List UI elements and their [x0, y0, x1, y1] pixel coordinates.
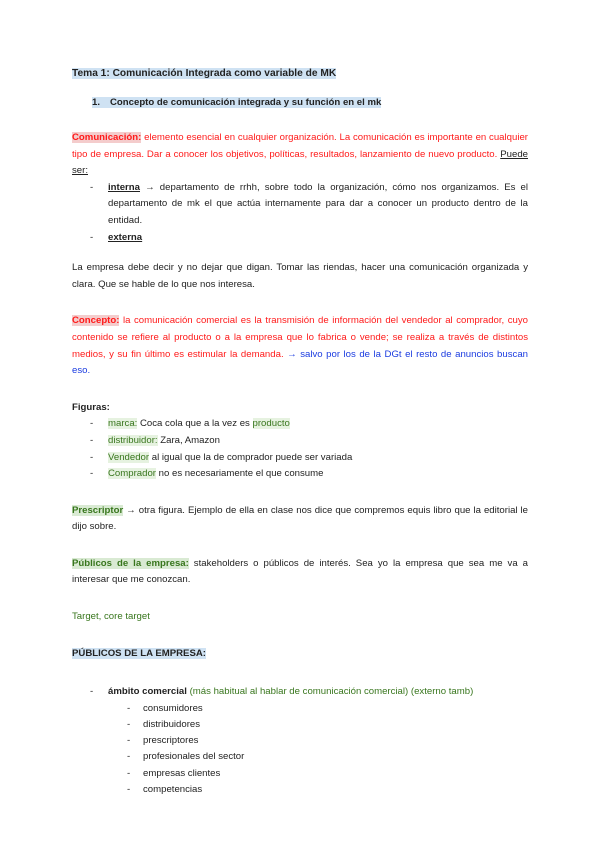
ambito-sublist: [72, 701, 528, 798]
prescriptor-paragraph: [72, 503, 528, 536]
figura-text: Coca cola que a la vez es: [137, 418, 253, 430]
prescriptor-block: [72, 503, 528, 536]
comunicacion-label: Comunicación:: [72, 132, 142, 143]
sublist-item: - profesionales del sector: [127, 749, 528, 765]
publicos-label: Públicos de la empresa:: [72, 557, 189, 569]
publicos-paragraph: [72, 556, 528, 589]
list-item: [90, 466, 528, 483]
list-item: [90, 433, 528, 450]
empresa-block: [72, 260, 528, 293]
concepto-label: Concepto:: [72, 315, 120, 327]
target-text: Target, core target: [72, 611, 150, 623]
list-item: [90, 416, 528, 433]
figura-term: producto: [252, 418, 290, 430]
figura-text: al igual que la de comprador puede ser variada: [149, 451, 353, 463]
list-item-term: externa: [108, 231, 143, 243]
sublist-item: - distribuidores: [127, 717, 528, 733]
target-block: [72, 609, 528, 626]
section-number: 1.: [92, 97, 101, 108]
publicos-block: [72, 556, 528, 589]
document-page: [72, 68, 528, 798]
figura-term: marca:: [108, 418, 138, 430]
publicos-heading: [72, 646, 528, 663]
section-heading-highlight: [92, 97, 381, 108]
figura-text: Zara, Amazon: [157, 434, 220, 446]
figuras-label: Figuras:: [72, 401, 110, 413]
ambito-label: ámbito comercial: [108, 686, 187, 698]
publicos-text: stakeholders o públicos de interés. Sea yo la empresa que sea me va a interesar que me conozcan.: [72, 557, 528, 586]
comunicacion-block: [72, 130, 528, 246]
prescriptor-text: → otra figura. Ejemplo de ella en clase nos dice que compremos equis libro que la editorial le dijo sobre.: [72, 504, 528, 533]
list-item: [90, 180, 528, 230]
figura-term: Vendedor: [108, 451, 150, 463]
list-item-term: interna: [108, 181, 140, 193]
figura-term: distribuidor:: [108, 434, 158, 446]
figuras-block: [72, 400, 528, 483]
concepto-block: [72, 313, 528, 379]
list-item: [90, 684, 528, 701]
concepto-text: la comunicación comercial es la transmisión de información del vendedor al comprador, cuyo contenido se refiere al producto o a la empresa que lo fabrica o vende; se realiza a través de distintos medios, y su fin último es estimular la demanda.: [72, 315, 528, 360]
figuras-list: [72, 416, 528, 482]
sublist-item: - prescriptores: [127, 733, 528, 749]
publicos-heading-block: [72, 646, 528, 663]
comunicacion-list: [72, 180, 528, 246]
concepto-note: → salvo por los de la DGt el resto de anuncios buscan eso.: [72, 348, 528, 377]
figura-text: no es necesariamente el que consume: [156, 468, 324, 480]
empresa-paragraph: La empresa debe decir y no dejar que digan. Tomar las riendas, hacer una comunicación organizada y clara. Que se hable de lo que nos interesa.: [72, 262, 528, 290]
document-title: [72, 68, 528, 79]
comunicacion-text: elemento esencial en cualquier organización. La comunicación es importante en cualquier tipo de empresa. Dar a conocer los objetivos, políticas, resultados, lanzamiento de nuevo producto.: [72, 132, 528, 160]
list-item: [90, 450, 528, 467]
publicos-heading-text: PÚBLICOS DE LA EMPRESA:: [72, 647, 206, 659]
document-title-text: Tema 1: Comunicación Integrada como variable de MK: [72, 68, 337, 79]
sublist-item: - competencias: [127, 782, 528, 798]
list-item-text: → departamento de rrhh, sobre todo la organización, cómo nos organizamos. Es el departamento de mk el que actúa internamente para dar a conocer un producto dentro de la entidad.: [108, 181, 528, 226]
sublist-item: - consumidores: [127, 701, 528, 717]
ambito-list: [72, 684, 528, 701]
puede-ser-text: Puede ser:: [72, 148, 528, 177]
sublist-item: - empresas clientes: [127, 766, 528, 782]
section-heading-text: Concepto de comunicación integrada y su función en el mk: [110, 97, 382, 108]
section-heading: [92, 97, 528, 108]
figura-term: Comprador: [108, 468, 156, 480]
ambito-note: (más habitual al hablar de comunicación comercial) (externo tamb): [186, 686, 474, 698]
ambito-block: [72, 684, 528, 798]
list-item: [90, 230, 528, 247]
prescriptor-label: Prescriptor: [72, 504, 124, 516]
comunicacion-paragraph: [72, 130, 528, 180]
concepto-paragraph: [72, 313, 528, 379]
